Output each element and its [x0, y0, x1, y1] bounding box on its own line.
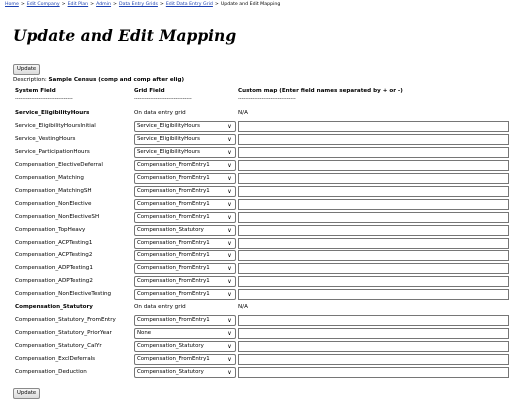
grid-field-value: Compensation_FromEntry1 [137, 187, 210, 194]
system-field-name: Compensation_Statutory_PriorYear [15, 330, 112, 337]
grid-field-value: Compensation_FromEntry1 [137, 291, 210, 298]
custom-map-input[interactable] [238, 134, 509, 145]
system-field-name: Compensation_ADPTesting1 [15, 265, 93, 272]
grid-field-select[interactable] [134, 367, 236, 378]
breadcrumb-separator: > [90, 2, 95, 7]
chevron-down-icon: ∨ [227, 369, 232, 376]
table-row [0, 276, 515, 288]
header-system-field: System Field [15, 88, 56, 94]
description [13, 77, 184, 84]
custom-map-input[interactable] [238, 186, 509, 197]
table-row [0, 250, 515, 262]
grid-field-value: Compensation_FromEntry1 [137, 265, 210, 272]
system-field-name: Compensation_Matching [15, 174, 84, 181]
header-grid-field: Grid Field [134, 88, 165, 94]
grid-field-value: Compensation_FromEntry1 [137, 161, 210, 168]
system-field-name: Compensation_MatchingSH [15, 187, 92, 194]
breadcrumb-current: Update and Edit Mapping [220, 2, 281, 7]
table-row [0, 160, 515, 172]
system-field-name: Compensation_NonElective [15, 200, 92, 207]
header-divider: -------------------------------- [238, 97, 296, 102]
system-field-name: Compensation_ExclDeferrals [15, 356, 96, 363]
breadcrumb [5, 1, 280, 8]
table-row [0, 199, 515, 211]
grid-field-value: Service_EligibilityHours [137, 135, 200, 142]
breadcrumb-separator: > [159, 2, 164, 7]
system-field-name: Service_ParticipationHours [15, 148, 90, 155]
system-field-name: Compensation_Statutory_CalYr [15, 343, 102, 350]
grid-field-value: Compensation_FromEntry1 [137, 239, 210, 246]
grid-field-static: On data entry grid [134, 304, 186, 311]
grid-field-select[interactable] [134, 328, 236, 339]
breadcrumb-edit-company[interactable]: Edit Company [26, 2, 60, 7]
table-row [0, 302, 515, 314]
custom-map-input[interactable] [238, 121, 509, 132]
system-field-name: Compensation_Deduction [15, 369, 87, 375]
grid-field-select[interactable] [134, 160, 236, 171]
update-button-bottom[interactable]: Update [13, 388, 40, 399]
chevron-down-icon: ∨ [227, 174, 232, 182]
chevron-down-icon: ∨ [227, 317, 232, 325]
grid-field-select[interactable] [134, 212, 236, 223]
grid-field-value: Service_EligibilityHours [137, 148, 200, 155]
breadcrumb-edit-plan[interactable]: Edit Plan [67, 2, 89, 7]
table-row [0, 289, 515, 301]
table-row [0, 354, 515, 366]
table-row [0, 367, 515, 379]
chevron-down-icon: ∨ [227, 226, 232, 234]
breadcrumb-admin[interactable]: Admin [96, 2, 112, 7]
grid-field-value: Compensation_Statutory [137, 226, 204, 233]
custom-map-input[interactable] [238, 212, 509, 223]
custom-map-input[interactable] [238, 341, 509, 352]
custom-map-input[interactable] [238, 147, 509, 158]
grid-field-select[interactable] [134, 354, 236, 365]
custom-map-input[interactable] [238, 225, 509, 236]
custom-map-input[interactable] [238, 367, 509, 378]
custom-map-input[interactable] [238, 276, 509, 287]
grid-field-value: Service_EligibilityHours [137, 122, 200, 129]
grid-field-value: Compensation_FromEntry1 [137, 252, 210, 259]
breadcrumb-separator: > [214, 2, 219, 7]
system-field-name: Compensation_TopHeavy [15, 226, 86, 233]
grid-field-value: Compensation_Statutory [137, 369, 204, 375]
grid-field-select[interactable] [134, 199, 236, 210]
custom-map-input[interactable] [238, 315, 509, 326]
grid-field-value: Compensation_FromEntry1 [137, 317, 210, 324]
chevron-down-icon: ∨ [227, 148, 232, 156]
update-button-top[interactable]: Update [13, 64, 40, 75]
table-row [0, 121, 515, 133]
page-title: Update and Edit Mapping [13, 26, 237, 45]
header-custom-map: Custom map (Enter field names separated by + or -) [238, 88, 403, 94]
chevron-down-icon: ∨ [227, 356, 232, 364]
grid-field-select[interactable] [134, 341, 236, 352]
table-row [0, 328, 515, 340]
table-row [0, 238, 515, 250]
table-row [0, 186, 515, 198]
system-field-name: Compensation_ADPTesting2 [15, 278, 93, 285]
grid-field-select[interactable] [134, 225, 236, 236]
chevron-down-icon: ∨ [227, 135, 232, 143]
chevron-down-icon: ∨ [227, 239, 232, 247]
grid-field-select[interactable] [134, 186, 236, 197]
custom-map-input[interactable] [238, 199, 509, 210]
breadcrumb-separator: > [61, 2, 66, 7]
grid-field-select[interactable] [134, 250, 236, 261]
custom-map-input[interactable] [238, 328, 509, 339]
description-value: Sample Census (comp and comp after elig) [48, 77, 185, 83]
chevron-down-icon: ∨ [227, 200, 232, 208]
header-divider: -------------------------------- [134, 97, 192, 102]
table-row [0, 173, 515, 185]
custom-map-input[interactable] [238, 238, 509, 249]
grid-field-select[interactable] [134, 315, 236, 326]
system-field-name: Service_EligibilityHours [15, 110, 90, 116]
grid-field-value: Compensation_Statutory [137, 343, 204, 350]
chevron-down-icon: ∨ [227, 291, 232, 299]
system-field-name: Compensation_NonElectiveTesting [15, 291, 112, 298]
custom-map-input[interactable] [238, 354, 509, 365]
grid-field-select[interactable] [134, 134, 236, 145]
system-field-name: Compensation_Statutory_FromEntry [15, 317, 116, 324]
table-row [0, 341, 515, 353]
grid-field-value: None [137, 330, 152, 337]
custom-map-na: N/A [238, 304, 248, 311]
custom-map-input[interactable] [238, 173, 509, 184]
chevron-down-icon: ∨ [227, 213, 232, 221]
grid-field-value: Compensation_FromEntry1 [137, 200, 210, 207]
table-row [0, 134, 515, 146]
grid-field-value: Compensation_FromEntry1 [137, 278, 210, 285]
system-field-name: Compensation_NonElectiveSH [15, 213, 100, 220]
chevron-down-icon: ∨ [227, 265, 232, 273]
custom-map-input[interactable] [238, 263, 509, 274]
table-row [0, 108, 515, 120]
custom-map-na: N/A [238, 110, 248, 116]
chevron-down-icon: ∨ [227, 187, 232, 195]
grid-field-select[interactable] [134, 263, 236, 274]
table-row [0, 263, 515, 275]
chevron-down-icon: ∨ [227, 122, 232, 130]
system-field-name: Service_VestingHours [15, 135, 76, 142]
system-field-name: Service_EligibilityHoursInitial [15, 122, 96, 129]
breadcrumb-separator: > [20, 2, 25, 7]
system-field-name: Compensation_Statutory [15, 304, 93, 311]
grid-field-select[interactable] [134, 173, 236, 184]
custom-map-input[interactable] [238, 160, 509, 171]
chevron-down-icon: ∨ [227, 330, 232, 338]
grid-field-value: Compensation_FromEntry1 [137, 174, 210, 181]
breadcrumb-separator: > [113, 2, 117, 7]
table-row [0, 225, 515, 237]
custom-map-input[interactable] [238, 289, 509, 300]
grid-field-static: On data entry grid [134, 110, 186, 116]
grid-field-select[interactable] [134, 238, 236, 249]
breadcrumb-home[interactable]: Home [5, 2, 19, 7]
breadcrumb-data-entry-grids[interactable]: Data Entry Grids [118, 2, 158, 7]
grid-field-select[interactable] [134, 121, 236, 132]
description-label: Description: [13, 77, 47, 83]
grid-field-value: Compensation_FromEntry1 [137, 213, 210, 220]
grid-field-select[interactable] [134, 147, 236, 158]
custom-map-input[interactable] [238, 250, 509, 261]
table-row [0, 212, 515, 224]
grid-field-select[interactable] [134, 289, 236, 300]
grid-field-select[interactable] [134, 276, 236, 287]
grid-field-value: Compensation_FromEntry1 [137, 356, 210, 363]
breadcrumb-edit-data-entry-grid[interactable]: Edit Data Entry Grid [165, 2, 213, 7]
system-field-name: Compensation_ACPTesting1 [15, 239, 93, 246]
chevron-down-icon: ∨ [227, 252, 232, 260]
header-divider: -------------------------------- [15, 97, 73, 102]
chevron-down-icon: ∨ [227, 161, 232, 169]
table-row [0, 315, 515, 327]
chevron-down-icon: ∨ [227, 343, 232, 351]
chevron-down-icon: ∨ [227, 278, 232, 286]
system-field-name: Compensation_ElectiveDeferral [15, 161, 103, 168]
table-row [0, 147, 515, 159]
system-field-name: Compensation_ACPTesting2 [15, 252, 93, 259]
